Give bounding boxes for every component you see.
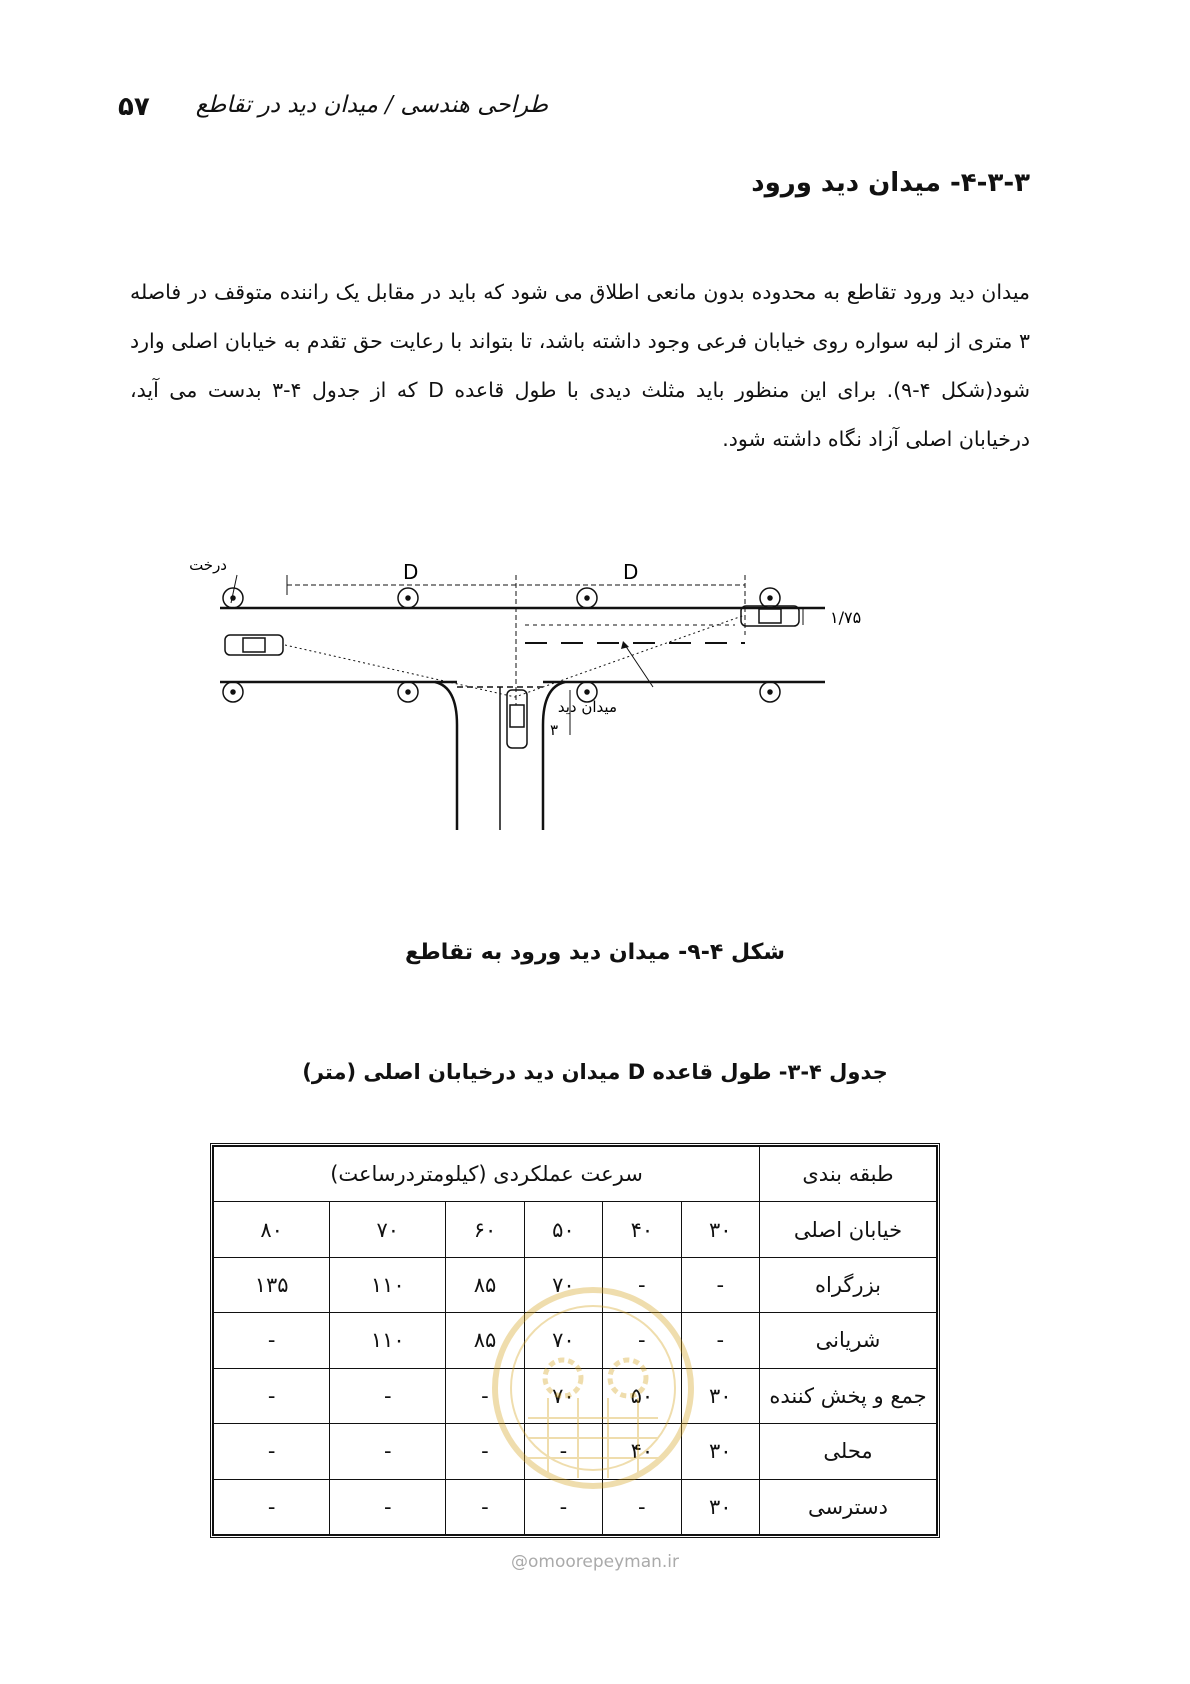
offset-label: ۱/۷۵ — [830, 608, 862, 627]
value-cell: - — [330, 1368, 446, 1423]
intersection-sight-diagram — [189, 556, 935, 905]
sight-field-label: میدان دید — [557, 698, 617, 716]
value-cell: - — [330, 1424, 446, 1479]
value-cell: ۸۵ — [446, 1257, 524, 1312]
value-cell: - — [214, 1313, 330, 1368]
d-right-label: D — [623, 560, 639, 584]
category-cell: جمع و پخش کننده — [760, 1368, 937, 1423]
table-title: جدول ۴-۳- طول قاعده D میدان دید درخیابان اصلی (متر) — [302, 1060, 888, 1084]
value-cell: ۵۰ — [603, 1368, 681, 1423]
value-cell: - — [330, 1479, 446, 1534]
value-cell: - — [681, 1313, 759, 1368]
value-cell: - — [524, 1479, 602, 1534]
value-cell: ۱۱۰ — [330, 1257, 446, 1312]
car-left-icon — [225, 635, 283, 655]
value-cell: ۱۱۰ — [330, 1313, 446, 1368]
watermark-text: @omoorepeyman.ir — [510, 1552, 680, 1572]
value-cell: - — [214, 1368, 330, 1423]
header-category-2: خیابان اصلی — [760, 1202, 937, 1257]
category-cell: محلی — [760, 1424, 937, 1479]
page-number: ۵۷ — [118, 92, 150, 122]
speed-cell: ۴۰ — [603, 1202, 681, 1257]
value-cell: - — [603, 1313, 681, 1368]
speed-cell: ۶۰ — [446, 1202, 524, 1257]
running-head: طراحی هندسی / میدان دید در تقاطع — [195, 92, 548, 118]
value-cell: ۱۳۵ — [214, 1257, 330, 1312]
category-cell: شریانی — [760, 1313, 937, 1368]
section-heading: ۴-۳-۳- میدان دید ورود — [751, 168, 1030, 198]
value-cell: ۳۰ — [681, 1424, 759, 1479]
header-speed: سرعت عملکردی (کیلومتردرساعت) — [214, 1147, 760, 1202]
speed-cell: ۵۰ — [524, 1202, 602, 1257]
value-cell: ۳۰ — [681, 1368, 759, 1423]
table-header-row — [214, 1147, 937, 1202]
value-cell: - — [603, 1479, 681, 1534]
page-header — [118, 88, 548, 128]
value-cell: - — [214, 1424, 330, 1479]
category-cell: دسترسی — [760, 1479, 937, 1534]
watermark-seal-icon — [488, 1278, 698, 1528]
value-cell: - — [446, 1424, 524, 1479]
side-road-left-edge — [435, 682, 457, 830]
sight-triangle — [285, 615, 745, 697]
category-cell: بزرگراه — [760, 1257, 937, 1312]
value-cell: ۳۰ — [681, 1479, 759, 1534]
distance-label: ۳ — [550, 721, 559, 739]
car-side-road-icon — [507, 690, 527, 748]
speed-cell: ۷۰ — [330, 1202, 446, 1257]
value-cell: ۷۰ — [524, 1313, 602, 1368]
tree-label: درخت — [189, 556, 227, 574]
tree-icons — [223, 588, 780, 702]
speed-cell: ۸۰ — [214, 1202, 330, 1257]
figure-caption: شکل ۴-۹- میدان دید ورود به تقاطع — [404, 940, 786, 965]
value-cell: - — [214, 1479, 330, 1534]
value-cell: ۷۰ — [524, 1368, 602, 1423]
value-cell: ۴۰ — [603, 1424, 681, 1479]
d-left-label: D — [403, 560, 419, 584]
value-cell: - — [524, 1424, 602, 1479]
value-cell: ۷۰ — [524, 1257, 602, 1312]
value-cell: - — [446, 1368, 524, 1423]
table-speed-row — [214, 1202, 937, 1257]
value-cell: - — [681, 1257, 759, 1312]
speed-cell: ۳۰ — [681, 1202, 759, 1257]
value-cell: - — [446, 1479, 524, 1534]
value-cell: - — [603, 1257, 681, 1312]
body-paragraph: میدان دید ورود تقاطع به محدوده بدون مانعی اطلاق می شود که باید در مقابل یک راننده متوقف در فاصله ۳ متری از لبه سواره روی خیابان فرعی وجود داشته باشد، تا بتواند با رعایت حق تقدم به خیابان اصلی وارد شود(شکل ۴-۹). برای این منظور باید مثلث دیدی با طول قاعده D که از جدول ۴-۳ بدست می آید، درخیابان اصلی آزاد نگاه داشته شود. — [130, 280, 1031, 451]
header-category: طبقه بندی — [760, 1147, 937, 1202]
value-cell: ۸۵ — [446, 1313, 524, 1368]
